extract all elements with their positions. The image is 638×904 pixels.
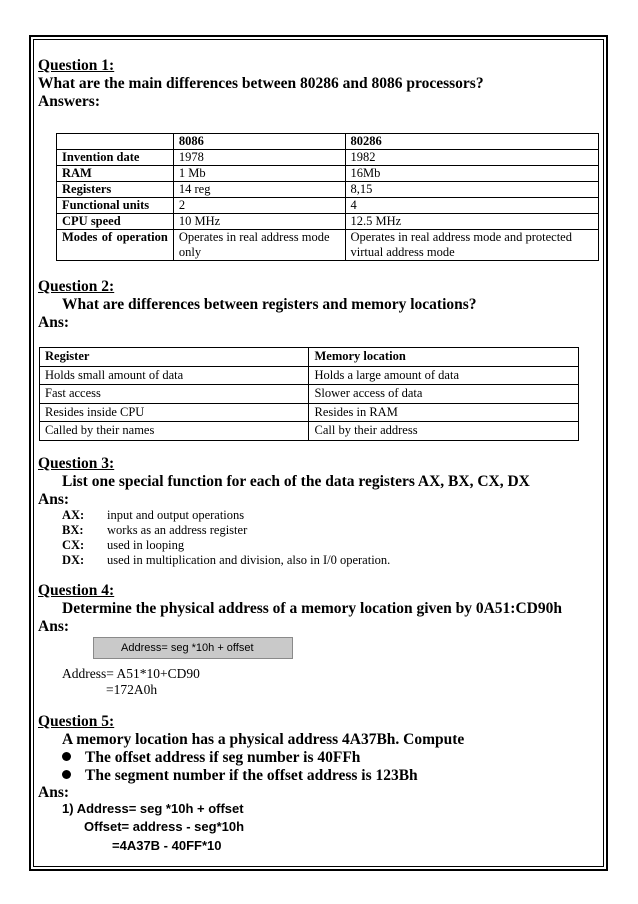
q5-bullet-item: The offset address if seg number is 40FFh — [62, 749, 360, 767]
table-cell: 80286 — [345, 134, 598, 150]
table-cell: Operates in real address mode only — [173, 230, 345, 261]
table-cell: RAM — [57, 166, 174, 182]
table-row — [40, 385, 579, 404]
processor-comparison-table — [56, 133, 599, 261]
table-cell: Resides in RAM — [309, 403, 579, 422]
table-cell: 8,15 — [345, 182, 598, 198]
q4-calc-line-2: =172A0h — [106, 682, 158, 697]
table-cell: Call by their address — [309, 422, 579, 441]
table-row — [40, 422, 579, 441]
table-cell: Resides inside CPU — [40, 403, 309, 422]
register-item-bx — [62, 523, 247, 538]
table-row — [57, 150, 599, 166]
table-cell: Operates in real address mode and protected virtual address mode — [345, 230, 598, 261]
register-name: DX: — [62, 553, 85, 567]
register-description: input and output operations — [107, 508, 245, 522]
q1-text: What are the main differences between 80286 and 8086 processors? — [38, 75, 484, 92]
table-cell: 1978 — [173, 150, 345, 166]
bullet-icon — [62, 770, 71, 779]
table-cell: Modes of operation — [57, 230, 174, 261]
table-cell: 2 — [173, 198, 345, 214]
register-name: CX: — [62, 538, 85, 552]
table-cell: 12.5 MHz — [345, 214, 598, 230]
table-cell: Memory location — [309, 348, 579, 367]
q3-ans-label: Ans: — [38, 491, 70, 508]
table-row — [57, 198, 599, 214]
table-cell: Functional units — [57, 198, 174, 214]
q5-heading: Question 5: — [38, 713, 115, 730]
q5-ans-label: Ans: — [38, 784, 70, 801]
q1-heading: Question 1: — [38, 57, 115, 74]
q5-calc-line-3: =4A37B - 40FF*10 — [112, 838, 222, 853]
register-name: AX: — [62, 508, 85, 522]
table-row — [57, 166, 599, 182]
q5-text: A memory location has a physical address 4A37Bh. Compute — [62, 731, 465, 748]
register-item-dx — [62, 553, 390, 568]
q4-calc-line-1: Address= A51*10+CD90 — [62, 666, 200, 681]
register-item-ax — [62, 508, 244, 523]
table-cell: 1982 — [345, 150, 598, 166]
bullet-icon — [62, 752, 71, 761]
q2-heading: Question 2: — [38, 278, 115, 295]
table-cell: 14 reg — [173, 182, 345, 198]
table-row — [57, 230, 599, 261]
table-cell: Holds a large amount of data — [309, 366, 579, 385]
table-header-row — [57, 134, 599, 150]
q5-calc-line-2: Offset= address - seg*10h — [84, 819, 245, 834]
q5-bullet-item: The segment number if the offset address is 123Bh — [62, 767, 418, 785]
register-description: works as an address register — [107, 523, 248, 537]
q5-calc-line-1: 1) Address= seg *10h + offset — [62, 801, 244, 816]
q2-ans-label: Ans: — [38, 314, 70, 331]
table-row — [57, 182, 599, 198]
table-cell: Invention date — [57, 150, 174, 166]
table-cell: 4 — [345, 198, 598, 214]
table-cell: 1 Mb — [173, 166, 345, 182]
table-cell: 10 MHz — [173, 214, 345, 230]
table-row — [40, 366, 579, 385]
q3-text: List one special function for each of the data registers AX, BX, CX, DX — [62, 473, 530, 490]
q4-heading: Question 4: — [38, 582, 115, 599]
formula-box: Address= seg *10h + offset — [93, 637, 293, 659]
table-row — [40, 403, 579, 422]
register-description: used in looping — [107, 538, 185, 552]
q4-text: Determine the physical address of a memory location given by 0A51:CD90h — [62, 600, 562, 617]
table-cell: Registers — [57, 182, 174, 198]
table-cell: 16Mb — [345, 166, 598, 182]
register-description: used in multiplication and division, also in I/0 operation. — [107, 553, 391, 567]
q4-ans-label: Ans: — [38, 618, 70, 635]
table-cell: Register — [40, 348, 309, 367]
register-item-cx — [62, 538, 184, 553]
table-cell: Fast access — [40, 385, 309, 404]
table-cell: CPU speed — [57, 214, 174, 230]
table-cell: Holds small amount of data — [40, 366, 309, 385]
table-cell: Called by their names — [40, 422, 309, 441]
q3-heading: Question 3: — [38, 455, 115, 472]
table-cell — [57, 134, 174, 150]
register-memory-table — [39, 347, 579, 441]
table-cell: 8086 — [173, 134, 345, 150]
table-cell: Slower access of data — [309, 385, 579, 404]
q2-text: What are differences between registers and memory locations? — [62, 296, 477, 313]
register-name: BX: — [62, 523, 84, 537]
table-header-row — [40, 348, 579, 367]
table-row — [57, 214, 599, 230]
q1-answers-label: Answers: — [38, 93, 100, 110]
